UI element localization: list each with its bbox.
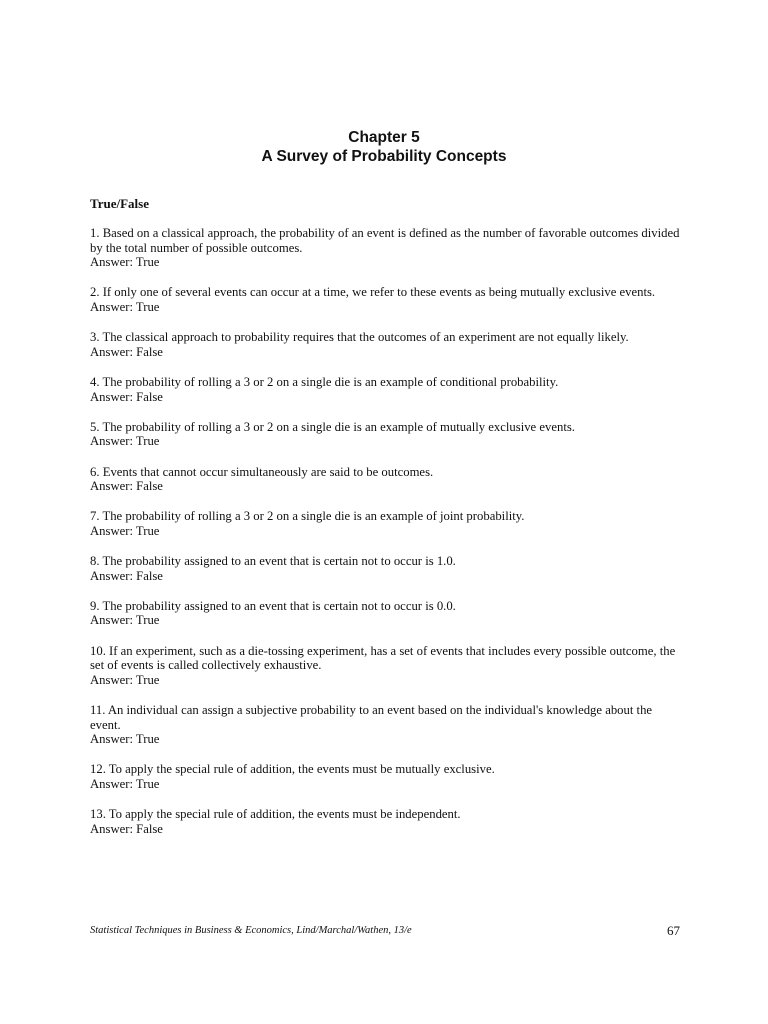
question-answer: Answer: True (90, 255, 160, 270)
chapter-heading (0, 128, 768, 166)
question-item (90, 644, 680, 688)
question-item (90, 554, 680, 583)
question-text: 3. The classical approach to probability requires that the outcomes of an experiment are not equally likely. (90, 330, 629, 345)
question-item (90, 330, 680, 359)
chapter-number: Chapter 5 (348, 129, 420, 146)
question-text: 8. The probability assigned to an event that is certain not to occur is 1.0. (90, 554, 456, 569)
question-answer: Answer: False (90, 479, 163, 494)
question-item (90, 285, 680, 314)
question-text: 1. Based on a classical approach, the probability of an event is defined as the number of favorable outcomes divided by the total number of possible outcomes. (90, 226, 680, 255)
question-item (90, 420, 680, 449)
question-answer: Answer: True (90, 613, 160, 628)
question-answer: Answer: True (90, 299, 160, 314)
question-text: 6. Events that cannot occur simultaneously are said to be outcomes. (90, 464, 434, 479)
question-item (90, 599, 680, 628)
question-answer: Answer: True (90, 672, 160, 687)
question-answer: Answer: True (90, 523, 160, 538)
question-item (90, 226, 680, 270)
page-number: 67 (667, 923, 680, 938)
question-item (90, 375, 680, 404)
question-item (90, 703, 680, 747)
question-item (90, 509, 680, 538)
chapter-title: A Survey of Probability Concepts (261, 148, 507, 165)
question-answer: Answer: False (90, 389, 163, 404)
footer-source: Statistical Techniques in Business & Economics, Lind/Marchal/Wathen, 13/e (90, 925, 412, 936)
question-item (90, 762, 680, 791)
question-answer: Answer: False (90, 344, 163, 359)
question-answer: Answer: True (90, 776, 160, 791)
question-text: 2. If only one of several events can occur at a time, we refer to these events as being mutually exclusive events. (90, 285, 656, 300)
question-answer: Answer: True (90, 732, 160, 747)
question-text: 11. An individual can assign a subjective probability to an event based on the individual's knowledge about the event. (90, 703, 653, 732)
page-footer (90, 923, 680, 941)
question-text: 9. The probability assigned to an event that is certain not to occur is 0.0. (90, 598, 456, 613)
question-list (90, 226, 680, 852)
question-answer: Answer: False (90, 568, 163, 583)
question-answer: Answer: False (90, 821, 163, 836)
section-title: True/False (90, 196, 149, 211)
question-text: 5. The probability of rolling a 3 or 2 on a single die is an example of mutually exclusive events. (90, 419, 575, 434)
question-answer: Answer: True (90, 434, 160, 449)
question-text: 10. If an experiment, such as a die-tossing experiment, has a set of events that includes every possible outcome, the set of events is called collectively exhaustive. (90, 643, 676, 673)
question-text: 12. To apply the special rule of addition, the events must be mutually exclusive. (90, 762, 495, 777)
question-text: 7. The probability of rolling a 3 or 2 on a single die is an example of joint probability. (90, 509, 525, 524)
question-text: 4. The probability of rolling a 3 or 2 on a single die is an example of conditional probability. (90, 374, 559, 389)
question-text: 13. To apply the special rule of addition, the events must be independent. (90, 807, 461, 822)
question-item (90, 807, 680, 836)
question-item (90, 465, 680, 494)
